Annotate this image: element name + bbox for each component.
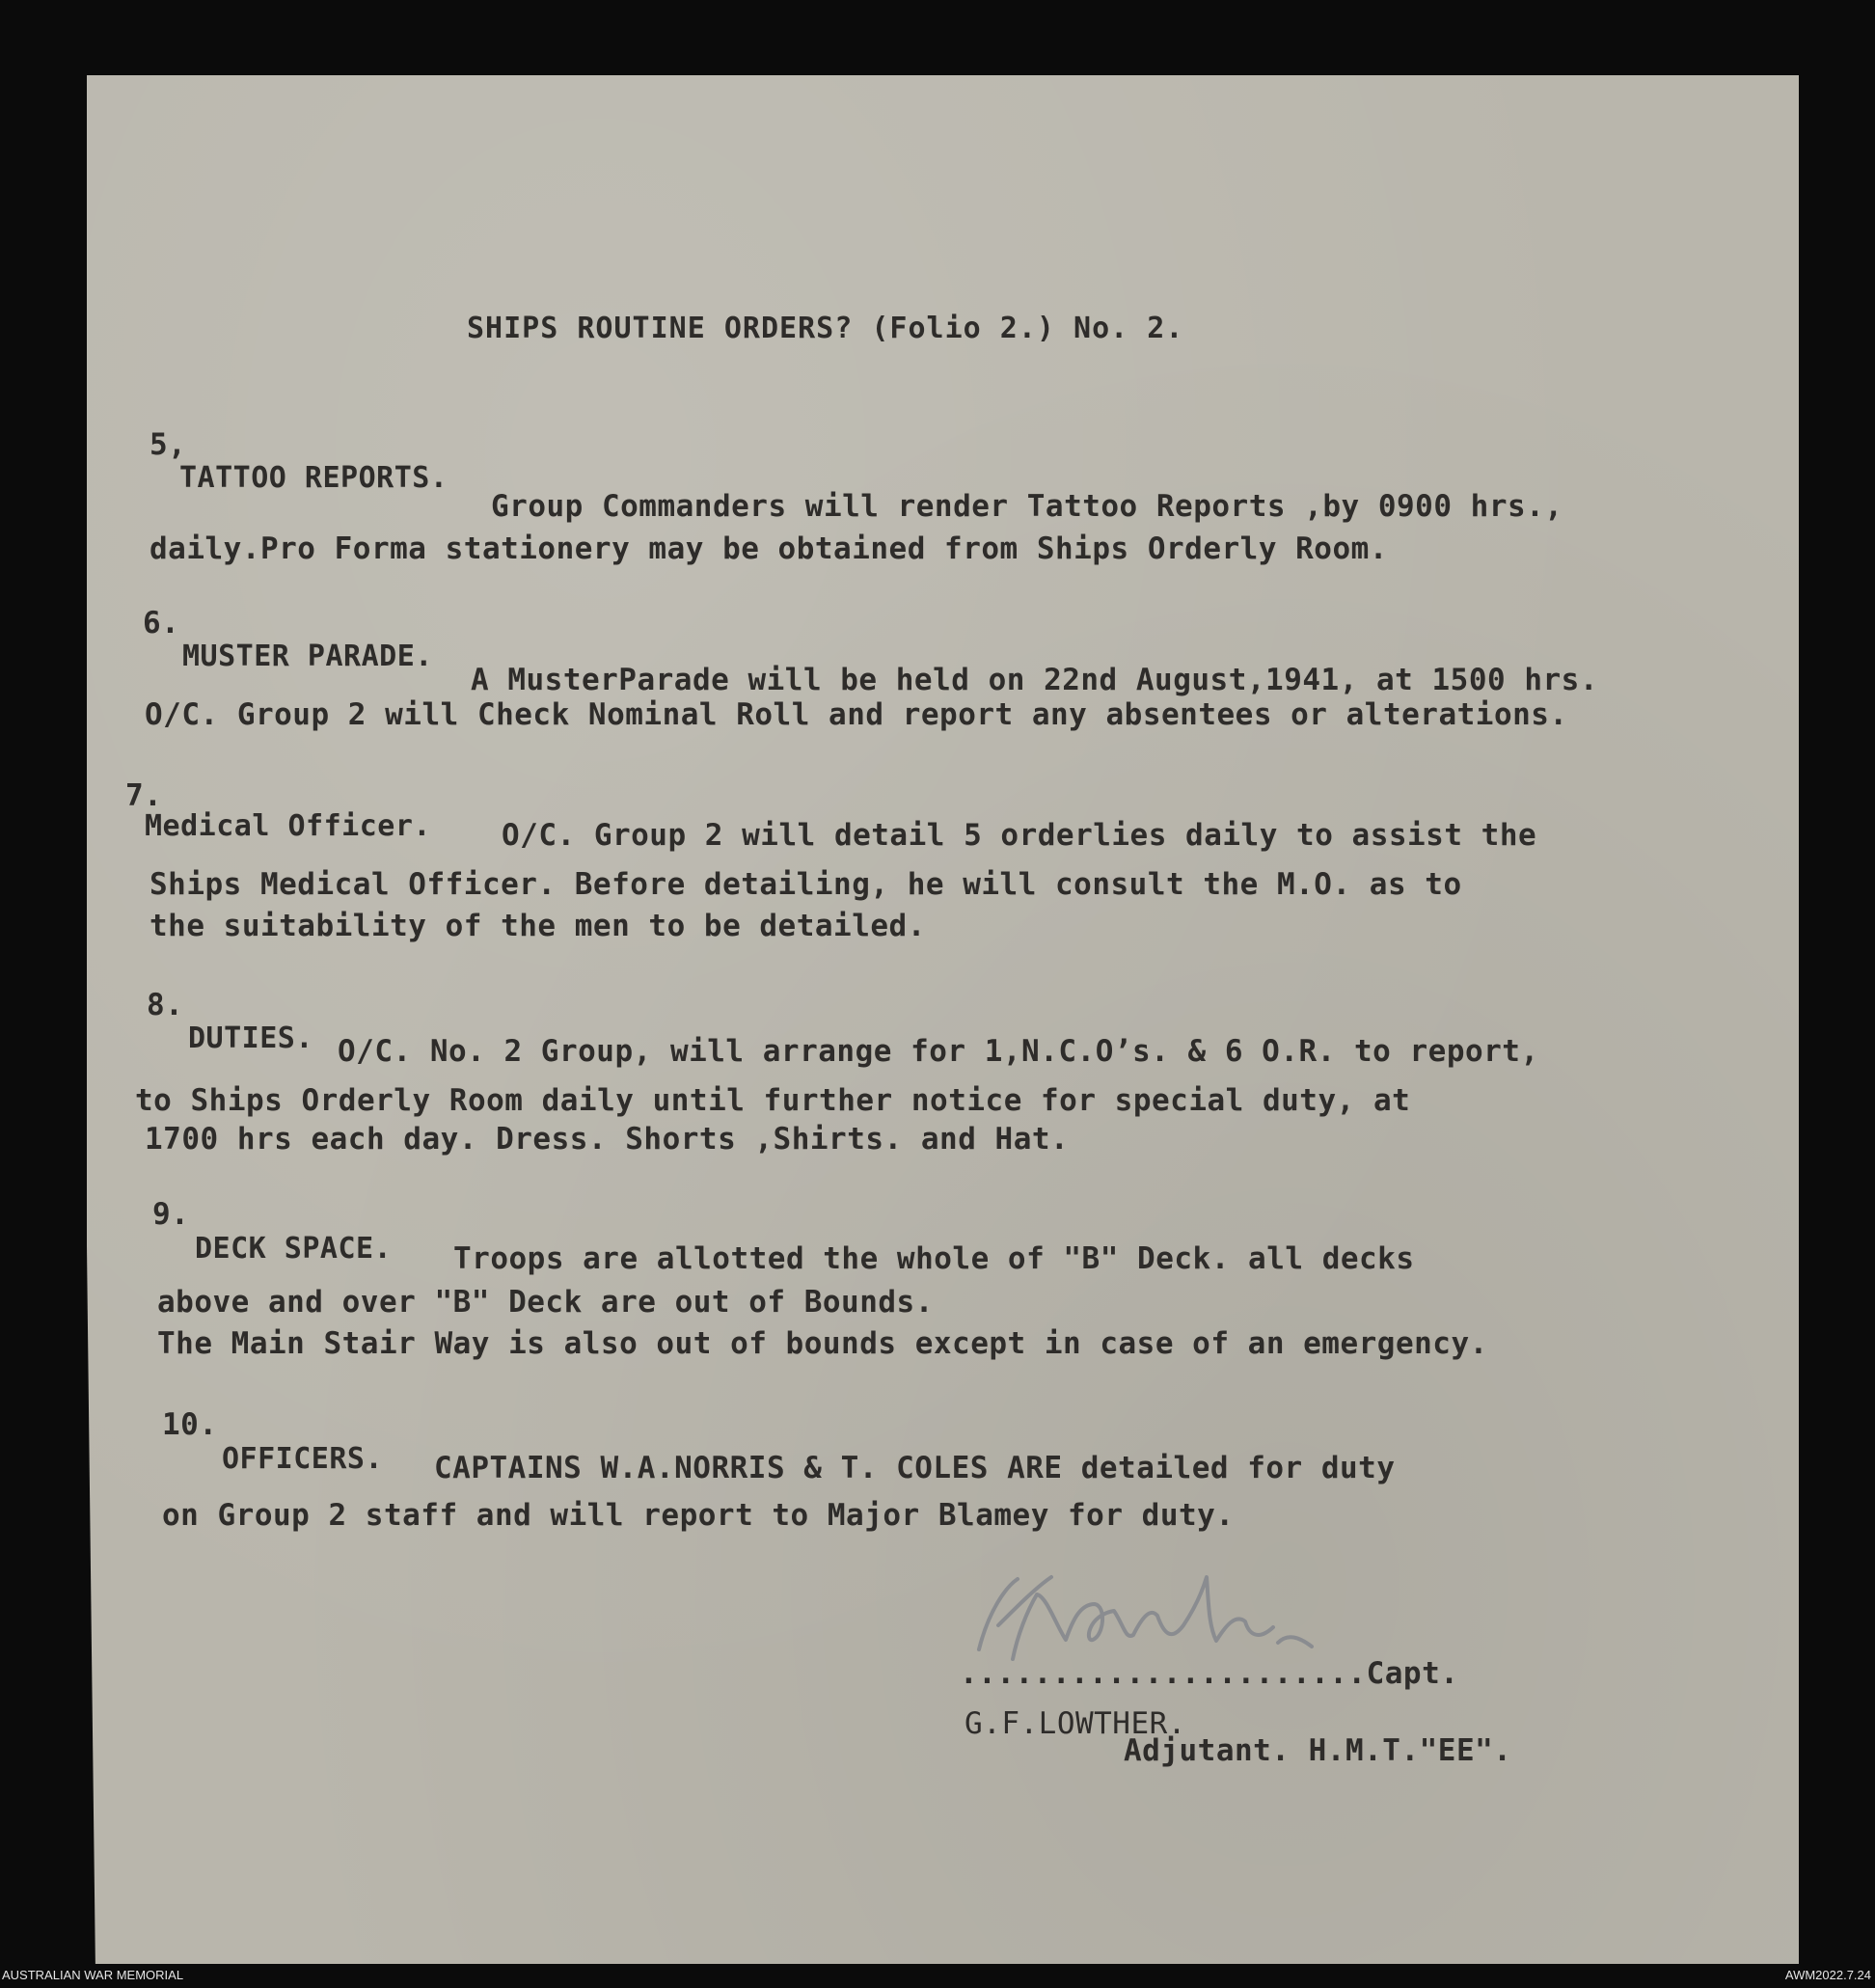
section-number-5: 5, xyxy=(149,427,187,462)
section-number-7: 7. xyxy=(125,778,163,813)
document-title: SHIPS ROUTINE ORDERS? (Folio 2.) No. 2. xyxy=(467,312,1184,345)
section-heading-officers: OFFICERS. xyxy=(222,1442,384,1476)
section-heading-medical-officer: Medical Officer. xyxy=(145,809,431,843)
section-heading-duties: DUTIES. xyxy=(188,1021,313,1055)
document-page xyxy=(87,75,1799,1964)
signatory-name: G.F.LOWTHER. xyxy=(965,1706,1186,1741)
section-line: above and over "B" Deck are out of Bounds. xyxy=(157,1285,934,1320)
section-line: the suitability of the men to be detailed. xyxy=(149,909,926,943)
section-number-6: 6. xyxy=(143,606,180,640)
section-heading-tattoo-reports: TATTOO REPORTS. xyxy=(179,461,448,495)
section-line: to Ships Orderly Room daily until further notice for special duty, at xyxy=(135,1083,1411,1118)
section-number-8: 8. xyxy=(147,988,184,1022)
footer-accession-number: AWM2022.7.24 xyxy=(1784,1968,1871,1982)
section-line: on Group 2 staff and will report to Major Blamey for duty. xyxy=(162,1498,1235,1533)
section-line: O/C. Group 2 will detail 5 orderlies daily to assist the xyxy=(502,818,1537,853)
section-number-10: 10. xyxy=(162,1407,218,1442)
section-line: 1700 hrs each day. Dress. Shorts ,Shirts. and Hat. xyxy=(145,1122,1070,1157)
section-line: daily.Pro Forma stationery may be obtained from Ships Orderly Room. xyxy=(149,531,1388,566)
section-line: O/C. Group 2 will Check Nominal Roll and report any absentees or alterations. xyxy=(145,697,1568,732)
section-line: O/C. No. 2 Group, will arrange for 1,N.C.O’s. & 6 O.R. to report, xyxy=(338,1034,1539,1069)
section-heading-muster-parade: MUSTER PARADE. xyxy=(182,640,433,673)
footer-institution: AUSTRALIAN WAR MEMORIAL xyxy=(2,1968,184,1982)
section-line: CAPTAINS W.A.NORRIS & T. COLES ARE detailed for duty xyxy=(434,1451,1396,1485)
signatory-appointment: Adjutant. H.M.T."EE". xyxy=(1124,1733,1512,1768)
section-line: A MusterParade will be held on 22nd August,1941, at 1500 hrs. xyxy=(471,663,1598,697)
section-line: Troops are allotted the whole of "B" Deck. all decks xyxy=(453,1241,1415,1276)
section-number-9: 9. xyxy=(152,1197,190,1232)
section-line: The Main Stair Way is also out of bounds except in case of an emergency. xyxy=(157,1326,1488,1361)
section-line: Group Commanders will render Tattoo Reports ,by 0900 hrs., xyxy=(491,489,1563,524)
section-heading-deck-space: DECK SPACE. xyxy=(195,1232,393,1266)
signature-rank-line: ......................Capt. xyxy=(960,1656,1459,1691)
section-line: Ships Medical Officer. Before detailing, he will consult the M.O. as to xyxy=(149,867,1462,902)
